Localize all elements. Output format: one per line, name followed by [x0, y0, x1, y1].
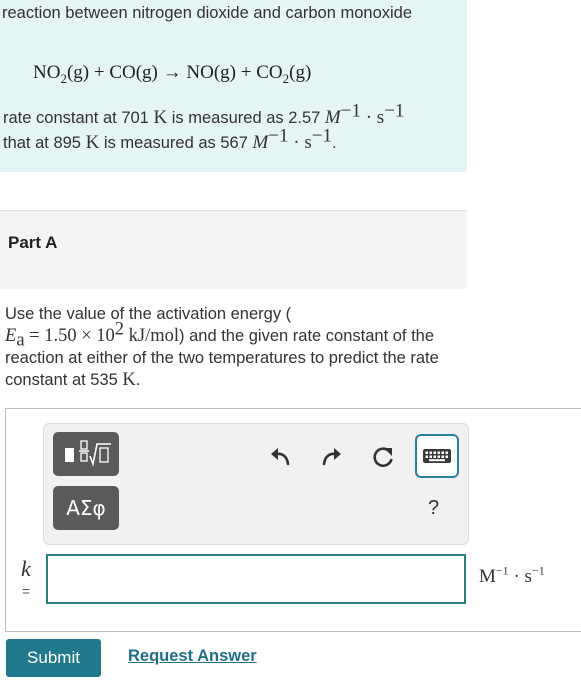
undo-icon[interactable]	[268, 446, 292, 468]
answer-variable-label: k	[21, 556, 31, 581]
submit-button[interactable]: Submit	[6, 639, 101, 677]
part-header	[0, 210, 467, 289]
reset-icon[interactable]	[370, 445, 396, 471]
keyboard-icon	[417, 436, 457, 476]
answer-units: $M^{-1} \cdot s^{-1}$	[479, 563, 545, 587]
help-button[interactable]: ?	[428, 497, 440, 519]
request-answer-link[interactable]: Request Answer	[128, 647, 257, 665]
intro-text: reaction between nitrogen dioxide and carbon monoxide	[2, 4, 413, 22]
templates-icon	[53, 432, 119, 476]
reaction-equation: $NO_2(g) + CO(g) \to NO(g) + CO_2(g)$	[33, 62, 312, 86]
rate-constant-line-1: rate constant at 701 K is measured as 2.57 $M^{-1} \cdot s^{-1}$	[3, 100, 405, 128]
problem-intro	[0, 0, 467, 172]
question-text: Use the value of the activation energy ( $E_a = 1.50 \times 10^2$ kJ/mol) and the given rate constant of the reaction at either of the two temperatures to predict the rate constant at 535 K.	[5, 305, 439, 390]
templates-button[interactable]	[53, 432, 119, 476]
redo-icon[interactable]	[320, 446, 344, 468]
greek-symbols-button[interactable]: ΑΣφ	[53, 486, 119, 530]
equals-sign: =	[22, 583, 31, 599]
part-title: Part A	[8, 233, 58, 252]
answer-input[interactable]	[46, 554, 466, 604]
rate-constant-line-2: that at 895 K is measured as 567 $M^{-1} \cdot s^{-1}$.	[3, 125, 337, 153]
keyboard-button[interactable]	[415, 434, 459, 478]
